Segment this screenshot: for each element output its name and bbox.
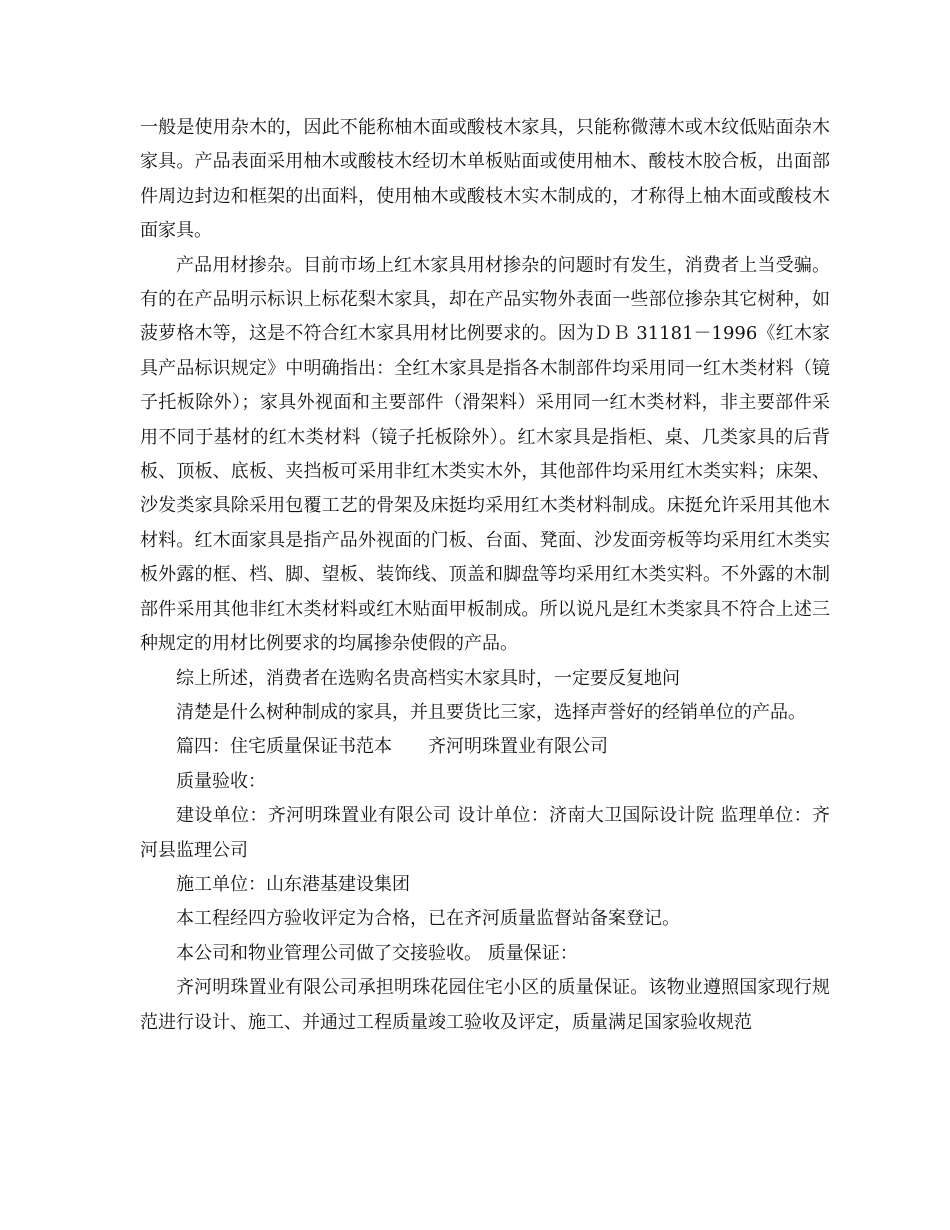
paragraph: 清楚是什么树种制成的家具，并且要货比三家，选择声誉好的经销单位的产品。 bbox=[176, 701, 806, 723]
paragraph: 建设单位：齐河明珠置业有限公司 设计单位：济南大卫国际设计院 监理单位：齐河县监理公司 bbox=[140, 805, 830, 861]
section-heading: 篇四：住宅质量保证书范本 齐河明珠置业有限公司 bbox=[176, 736, 608, 758]
paragraph: 齐河明珠置业有限公司承担明珠花园住宅小区的质量保证。该物业遵照国家现行规范进行设计、施工、并通过工程质量竣工验收及评定，质量满足国家验收规范 bbox=[140, 977, 830, 1033]
paragraph: 施工单位：山东港基建设集团 bbox=[176, 873, 410, 895]
paragraph: 质量验收： bbox=[176, 770, 266, 792]
paragraph: 一般是使用杂木的，因此不能称柚木面或酸枝木家具，只能称微薄木或木纹低贴面杂木家具。产品表面采用柚木或酸枝木经切木单板贴面或使用柚木、酸枝木胶合板，出面部件周边封边和框架的出面料，使用柚木或酸枝木实木制成的，才称得上柚木面或酸枝木面家具。 bbox=[140, 117, 830, 242]
paragraph: 综上所述，消费者在选购名贵高档实木家具时，一定要反复地问 bbox=[176, 667, 680, 689]
paragraph: 产品用材掺杂。目前市场上红木家具用材掺杂的问题时有发生，消费者上当受骗。有的在产品明示标识上标花梨木家具，却在产品实物外表面一些部位掺杂其它树种，如菠萝格木等，这是不符合红木家具用材比例要求的。因为ＤＢ 31181－1996《红木家具产品标识规定》中明确指出：全红木家具是指各木制部件均采用同一红木类材料（镜子托板除外）；家具外视面和主要部件（滑架料）采用同一红木类材料，非主要部件采用不同于基材的红木类材料（镜子托板除外）。红木家具是指柜、桌、几类家具的后背板、顶板、底板、夹挡板可采用非红木类实木外，其他部件均采用红木类实料；床架、沙发类家具除采用包覆工艺的骨架及床挺均采用红木类材料制成。床挺允许采用其他木材料。红木面家具是指产品外视面的门板、台面、凳面、沙发面旁板等均采用红木类实板外露的框、档、脚、望板、装饰线、顶盖和脚盘等均采用红木类实料。不外露的木制部件采用其他非红木类材料或红木贴面甲板制成。所以说凡是红木类家具不符合上述三种规定的用材比例要求的均属掺杂使假的产品。 bbox=[140, 254, 830, 655]
paragraph: 本公司和物业管理公司做了交接验收。 质量保证： bbox=[176, 942, 578, 964]
paragraph: 本工程经四方验收评定为合格，已在齐河质量监督站备案登记。 bbox=[176, 908, 680, 930]
document-body bbox=[140, 111, 830, 1040]
